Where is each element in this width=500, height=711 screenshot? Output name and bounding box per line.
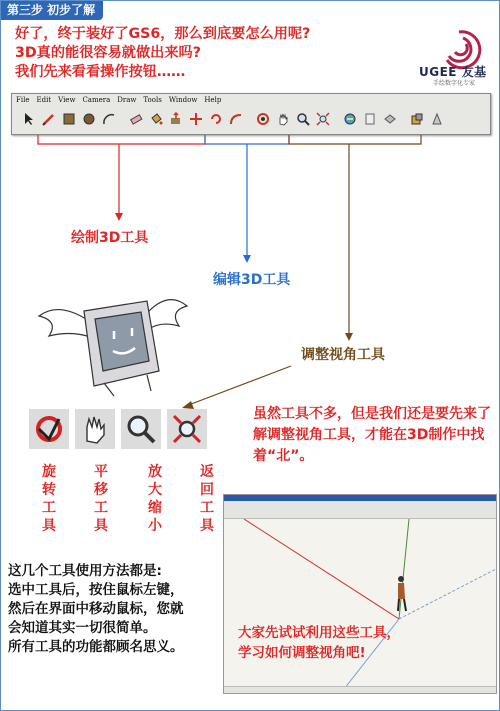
screenshot-viewport [224, 519, 496, 689]
intro-line: 我们先来看看操作按钮…… [15, 64, 186, 80]
usage-line: 然后在界面中移动鼠标，您就 [8, 601, 184, 617]
menu-file[interactable]: File [16, 96, 30, 104]
menu-edit[interactable]: Edit [36, 96, 52, 104]
screenshot-caption [238, 623, 400, 663]
caption-line: 大家先试试利用这些工具， [238, 625, 400, 641]
zoom-extents-icon[interactable] [167, 409, 207, 449]
menu-window[interactable]: Window [168, 96, 198, 104]
usage-line: 选中工具后，按住鼠标左键， [8, 582, 184, 598]
menu-draw[interactable]: Draw [117, 96, 137, 104]
tablet-mascot-icon [29, 281, 189, 401]
pan-icon[interactable] [75, 409, 115, 449]
step-tab: 第三步 初步了解 [1, 1, 103, 20]
draw-tools-label: 绘制3D工具 [71, 230, 149, 246]
logo-tagline: 手绘数字化专家 [433, 80, 476, 87]
view-tools-row [29, 409, 207, 449]
zoom-tool-label: 放大缩小 [148, 464, 162, 534]
edit-tools-label: 编辑3D工具 [213, 272, 291, 288]
orbit-tool-label: 旋转工具 [42, 464, 56, 534]
logo-brand: UGEE 友基 [419, 65, 487, 79]
usage-instructions [8, 562, 184, 657]
usage-line: 会知道其实一切很简单。 [8, 620, 157, 636]
caption-line: 学习如何调整视角吧! [238, 645, 366, 661]
menu-camera[interactable]: Camera [82, 96, 111, 104]
intro-line: 3D真的能很容易就做出来吗? [15, 45, 201, 61]
menu-tools[interactable]: Tools [143, 96, 162, 104]
intro-line: 好了，终于装好了GS6，那么到底要怎么用呢? [15, 26, 311, 42]
zoom-extents-tool-label: 返回工具 [200, 464, 214, 534]
view-tools-label: 调整视角工具 [301, 347, 385, 363]
orbit-icon[interactable] [29, 409, 69, 449]
pan-tool-label: 平移工具 [94, 464, 108, 534]
view-tools-note: 虽然工具不多，但是我们还是要先来了解调整视角工具，才能在3D制作中找着“北”。 [253, 406, 491, 464]
menu-help[interactable]: Help [204, 96, 222, 104]
screenshot-toolbar [224, 506, 496, 519]
person-figure-icon [398, 576, 406, 611]
sketchup-screenshot [223, 494, 497, 694]
usage-line: 所有工具的功能都顾名思义。 [8, 639, 184, 655]
zoom-icon[interactable] [121, 409, 161, 449]
usage-line: 这几个工具使用方法都是: [8, 563, 162, 579]
screenshot-statusbar [224, 686, 496, 693]
menu-view[interactable]: View [58, 96, 76, 104]
